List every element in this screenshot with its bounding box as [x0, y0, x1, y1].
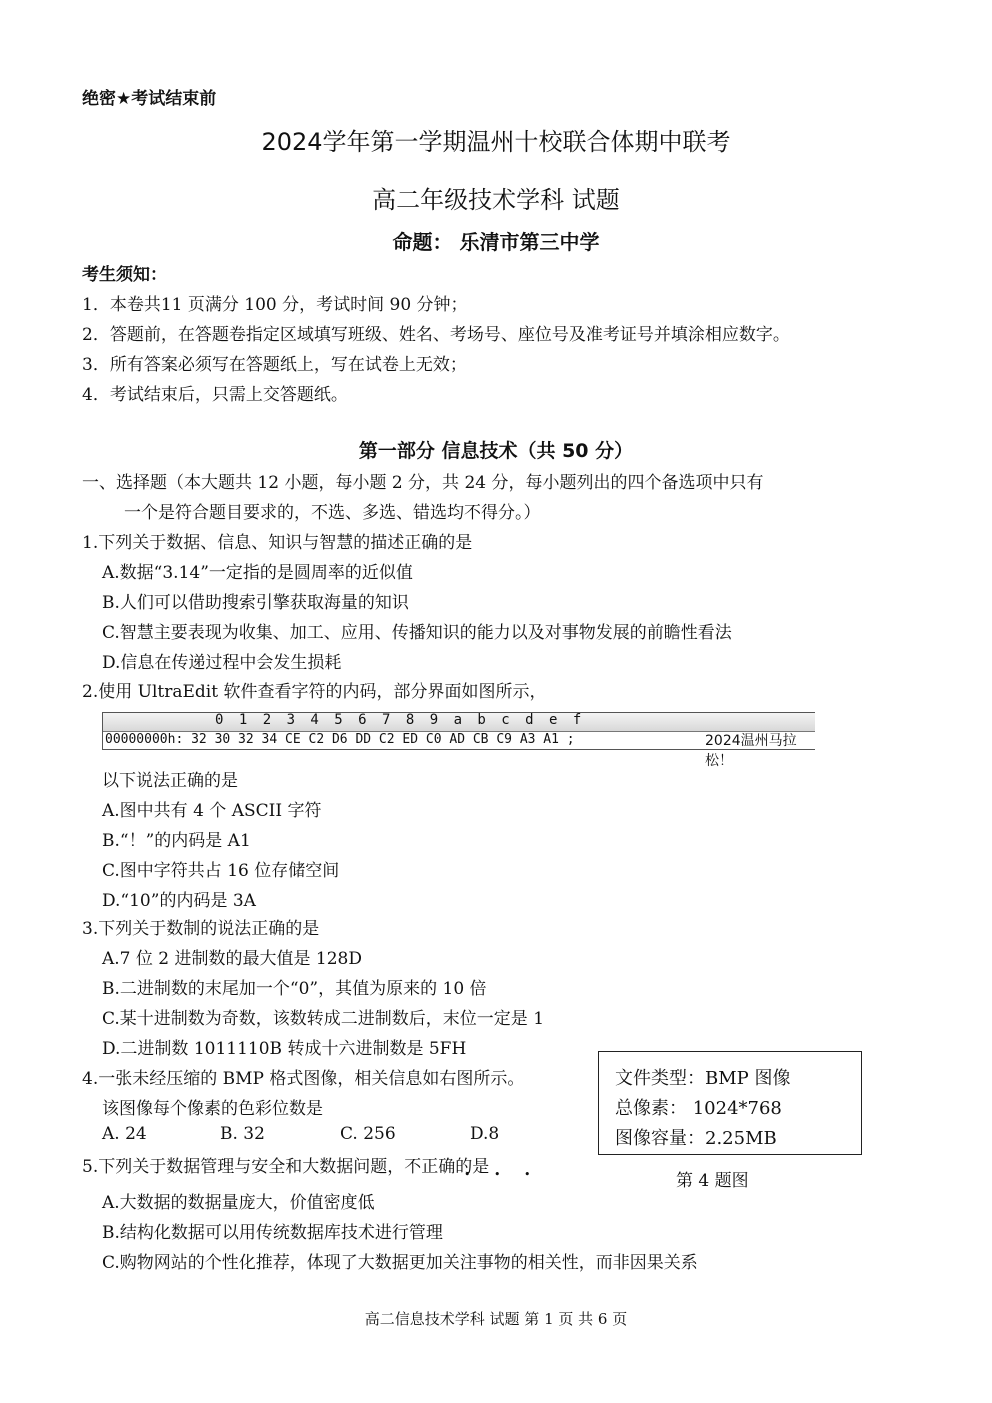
info-image-size: 图像容量：2.25MB — [615, 1128, 777, 1149]
info-total-pixels: 总像素： 1024*768 — [615, 1098, 782, 1119]
question-1-option-b: B.人们可以借助搜索引擎获取海量的知识 — [102, 593, 409, 613]
question-5-option-a: A.大数据的数据量庞大，价值密度低 — [102, 1193, 375, 1213]
question-4-stem: 4.一张未经压缩的 BMP 格式图像，相关信息如右图所示。 — [82, 1069, 525, 1089]
section-instructions-cont: 一个是符合题目要求的，不选、多选、错选均不得分。） — [124, 503, 541, 523]
question-3-option-b: B.二进制数的末尾加一个“0”，其值为原来的 10 倍 — [102, 979, 487, 999]
page-footer: 高二信息技术学科 试题 第 1 页 共 6 页 — [364, 1310, 628, 1328]
question-4-option-a: A. 24 — [102, 1124, 147, 1144]
hex-editor-figure — [102, 712, 815, 769]
notice-item: 3．所有答案必须写在答题纸上，写在试卷上无效； — [82, 355, 467, 375]
question-3-option-a: A.7 位 2 进制数的最大值是 128D — [102, 949, 363, 969]
notice-item: 1．本卷共11 页满分 100 分，考试时间 90 分钟； — [82, 295, 468, 315]
question-2-option-c: C.图中字符共占 16 位存储空间 — [102, 861, 340, 881]
question-2-lead: 以下说法正确的是 — [102, 771, 238, 791]
question-2-option-d: D.“10”的内码是 3A — [102, 891, 256, 911]
exam-subtitle: 高二年级技术学科 试题 — [372, 186, 620, 214]
question-1-option-a: A.数据“3.14”一定指的是圆周率的近似值 — [102, 563, 413, 583]
question-4-stem-cont: 该图像每个像素的色彩位数是 — [102, 1099, 323, 1119]
question-4-option-b: B. 32 — [220, 1124, 265, 1144]
section-title: 第一部分 信息技术（共 50 分） — [358, 440, 634, 462]
image-info-box — [598, 1051, 862, 1155]
info-file-type: 文件类型：BMP 图像 — [615, 1068, 791, 1089]
question-1-option-c: C.智慧主要表现为收集、加工、应用、传播知识的能力以及对事物发展的前瞻性看法 — [102, 623, 732, 643]
question-2-option-a: A.图中共有 4 个 ASCII 字符 — [102, 801, 322, 821]
question-2-option-b: B.“！”的内码是 A1 — [102, 831, 251, 851]
question-5-stem: 5.下列关于数据管理与安全和大数据问题，不正确的是 — [82, 1157, 490, 1177]
question-4-option-d: D.8 — [470, 1124, 500, 1144]
question-3-stem: 3.下列关于数制的说法正确的是 — [82, 919, 320, 939]
emphasis-dots: • • • — [464, 1168, 541, 1181]
notice-heading: 考生须知： — [82, 265, 167, 285]
section-instructions: 一、选择题（本大题共 12 小题，每小题 2 分，共 24 分，每小题列出的四个备选项中只有 — [82, 473, 764, 493]
question-1-option-d: D.信息在传递过程中会发生损耗 — [102, 653, 342, 673]
notice-item: 4．考试结束后，只需上交答题纸。 — [82, 385, 348, 405]
question-5-option-c: C.购物网站的个性化推荐，体现了大数据更加关注事物的相关性，而非因果关系 — [102, 1253, 698, 1273]
notice-item: 2．答题前，在答题卷指定区域填写班级、姓名、考场号、座位号及准考证号并填涂相应数字。 — [82, 325, 790, 345]
hex-decoded-text: 2024温州马拉松！ — [705, 733, 797, 769]
question-1-stem: 1.下列关于数据、信息、知识与智慧的描述正确的是 — [82, 533, 473, 553]
figure-4-caption: 第 4 题图 — [676, 1171, 749, 1191]
exam-author: 命题： 乐清市第三中学 — [392, 230, 600, 254]
secret-label: 绝密★考试结束前 — [82, 89, 217, 109]
hex-column-header: 0 1 2 3 4 5 6 7 8 9 a b c d e f — [215, 712, 582, 728]
hex-data-row: 00000000h: 32 30 32 34 CE C2 D6 DD C2 ED C0 AD CB C9 A3 A1 ; — [105, 732, 575, 747]
question-2-stem: 2.使用 UltraEdit 软件查看字符的内码，部分界面如图所示， — [82, 682, 547, 702]
question-4-option-c: C. 256 — [340, 1124, 396, 1144]
question-3-option-c: C.某十进制数为奇数，该数转成二进制数后，末位一定是 1 — [102, 1009, 545, 1029]
question-5-option-b: B.结构化数据可以用传统数据库技术进行管理 — [102, 1223, 443, 1243]
question-3-option-d: D.二进制数 1011110B 转成十六进制数是 5FH — [102, 1039, 467, 1059]
exam-title: 2024学年第一学期温州十校联合体期中联考 — [261, 128, 731, 156]
